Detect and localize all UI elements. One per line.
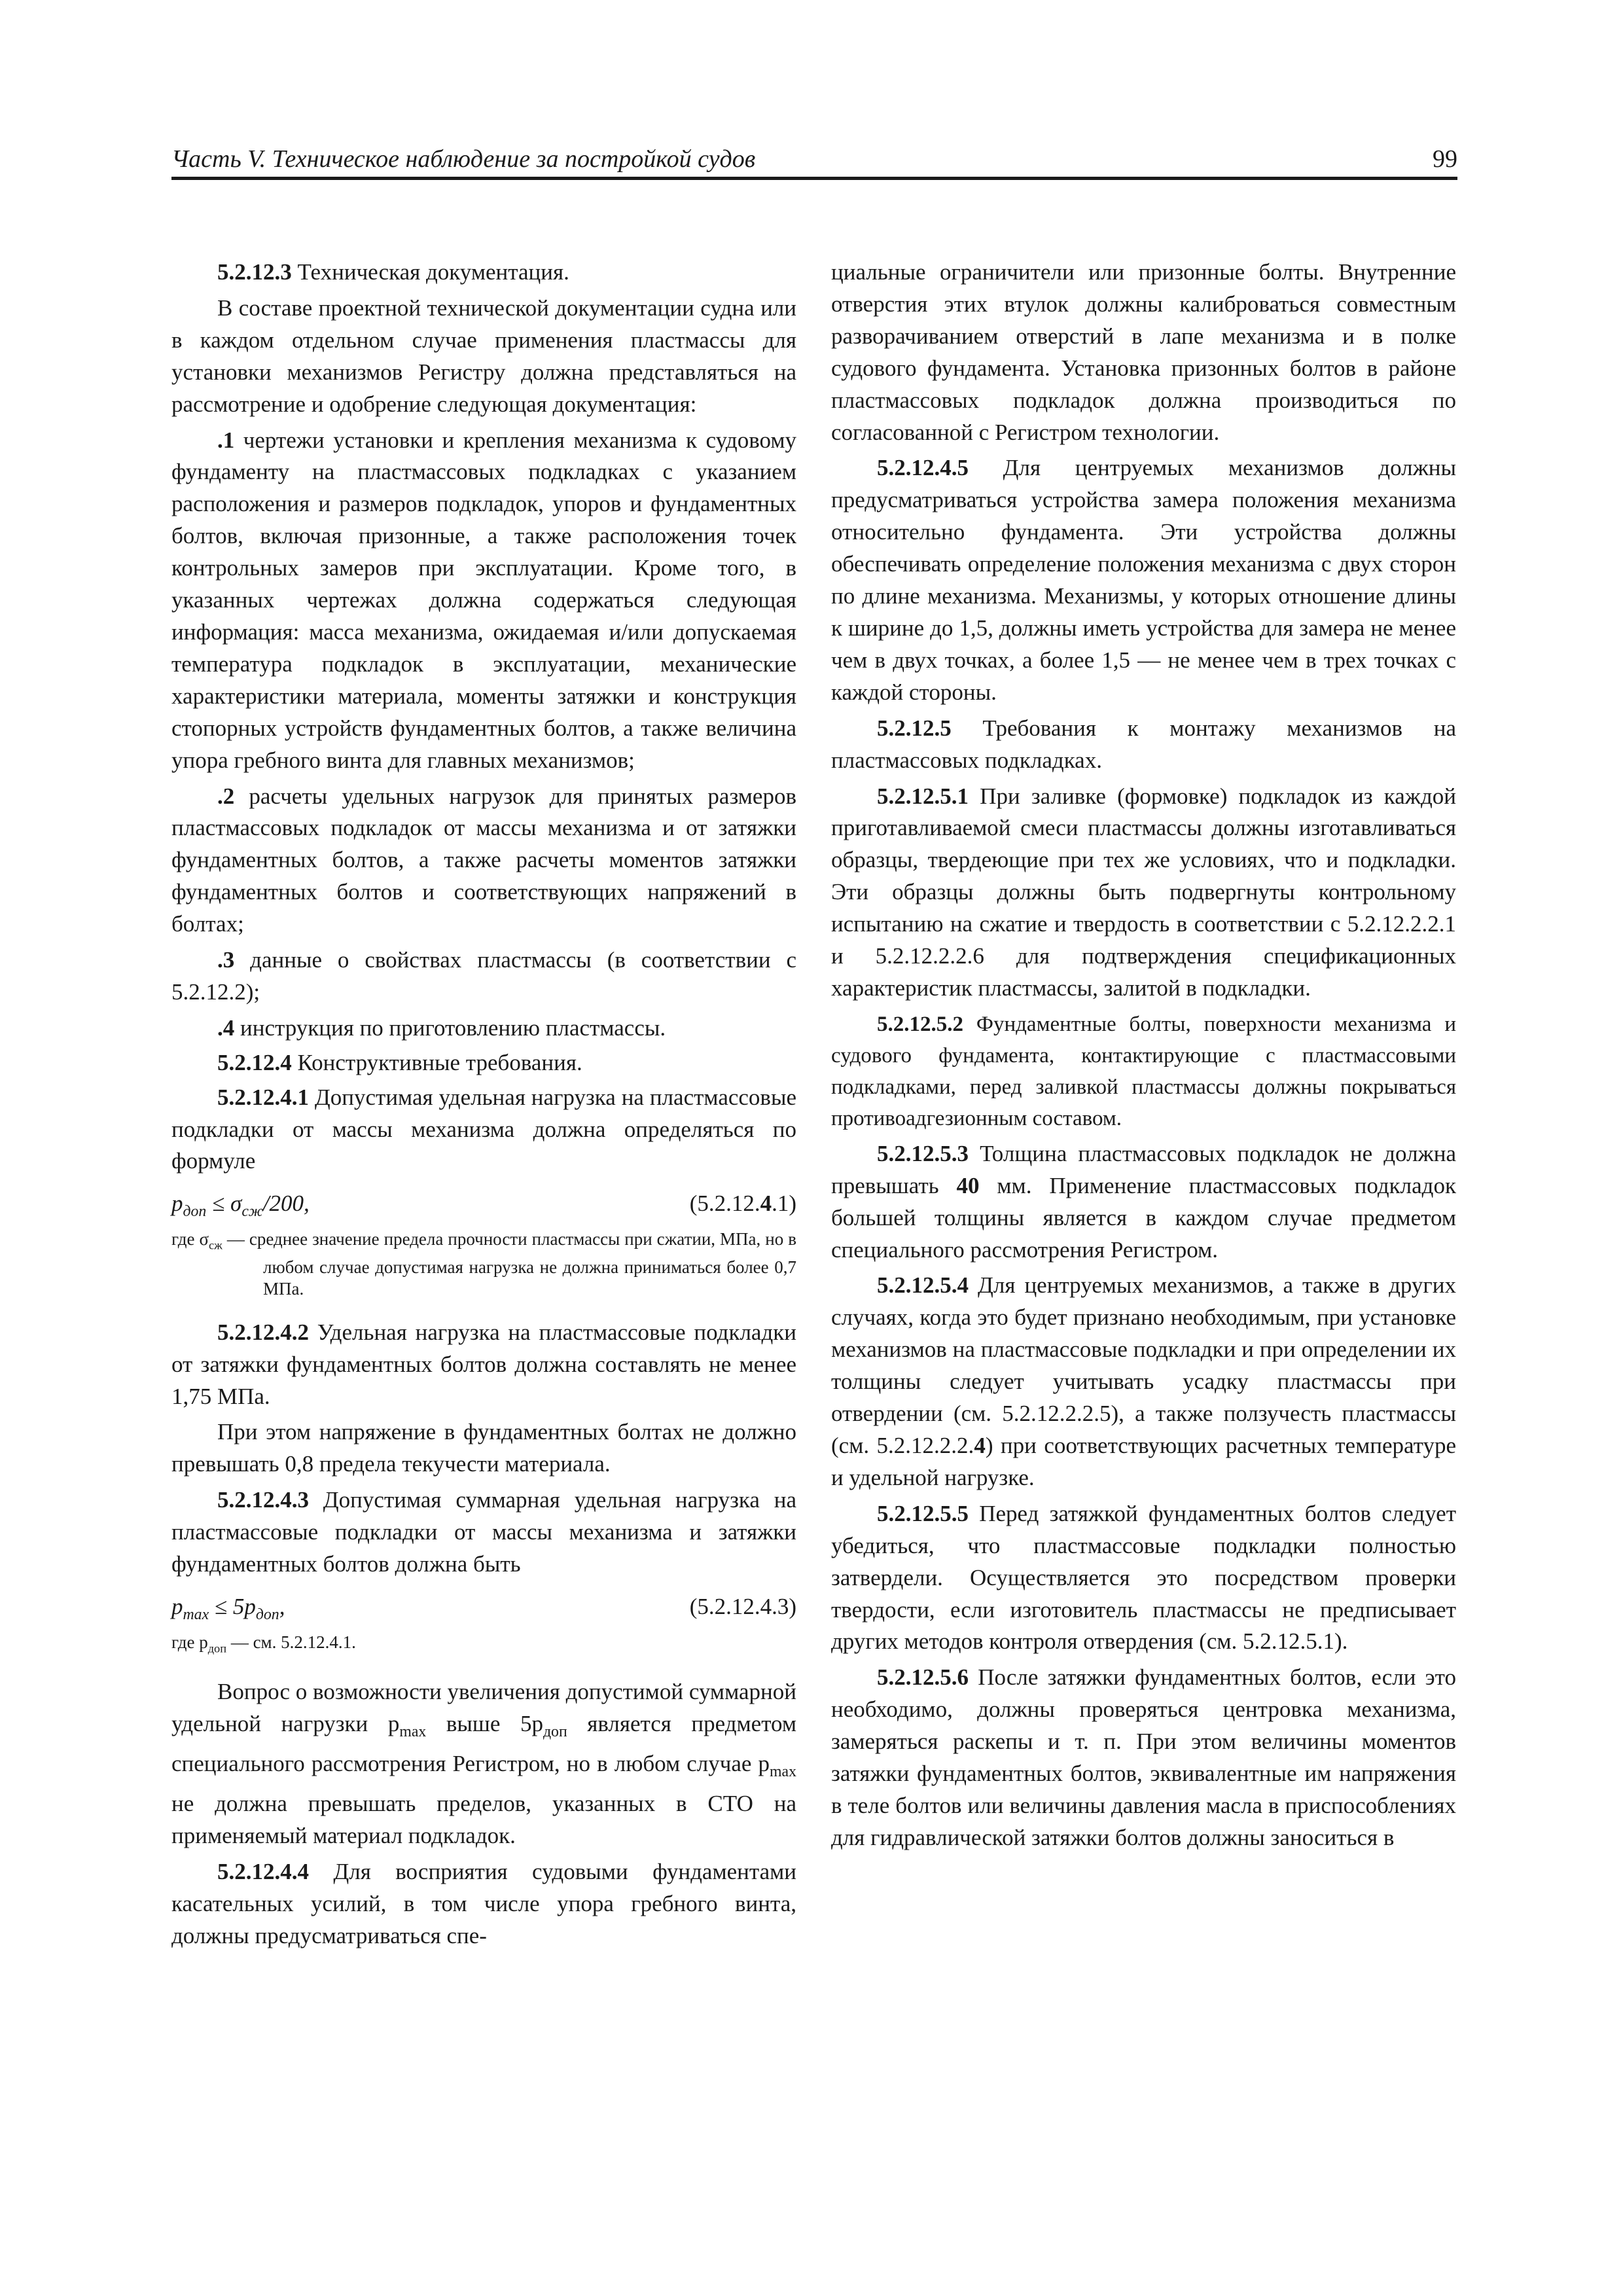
section-5-2-12-3: 5.2.12.3 Техническая документация.	[217, 259, 569, 285]
page-number: 99	[1433, 145, 1457, 173]
list-item-1: .1 чертежи установки и крепления механизма к судовому фундаменту на пластмассовых подкладках с указанием расположения и размеров подкладок, упоров и фундаментных болтов, включая призонные, а также расположения точек контрольных замеров при эксплуатации. Кроме того, в указанных чертежах должна содержаться следующая информация: масса механизма, ожидаемая и/или допускаемая температура подкладок в эксплуатации, механические характеристики материала, моменты затяжки и конструкция стопорных устройств фундаментных болтов, а также величина упора гребного винта для главных механизмов;	[171, 427, 796, 773]
section-5-2-12-4-4: 5.2.12.4.4 Для восприятия судовыми фундаментами касательных усилий, в том числе упора гребного винта, должны предусматриваться спе-	[171, 1858, 796, 1948]
header-rule	[171, 177, 1457, 180]
paragraph: При этом напряжение в фундаментных болтах не должно превышать 0,8 предела текучести материала.	[171, 1419, 796, 1477]
formula-expression: $p_{max} \le 5p_{доп}$,	[171, 1594, 285, 1624]
section-5-2-12-5-5: 5.2.12.5.5 Перед затяжкой фундаментных болтов следует убедиться, что пластмассовые подкладки полностью затвердели. Осуществляется это посредством проверки твердости, если изготовитель пластмассы не предписывает других методов контроля отвердения (см. 5.2.12.5.1).	[831, 1500, 1456, 1655]
right-column	[831, 257, 1456, 1858]
section-5-2-12-4-3: 5.2.12.4.3 Допустимая суммарная удельная нагрузка на пластмассовые подкладки от массы механизма и затяжки фундаментных болтов должна быть	[171, 1487, 796, 1577]
running-header	[171, 143, 1457, 181]
paragraph: В составе проектной технической документации судна или в каждом отдельном случае применения пластмассы для установки механизмов Регистру должна представляться на рассмотрение и одобрение следующая документация:	[171, 295, 796, 417]
formula-note: где $\sigma_{сж}$ — среднее значение предела прочности пластмассы при сжатии, МПа, но в любом случае допустимая нагрузка не должна приниматься более 0,7 МПа.	[171, 1229, 796, 1299]
section-5-2-12-5-2: 5.2.12.5.2 Фундаментные болты, поверхности механизма и судового фундамента, контактирующие с пластмассовыми подкладками, перед заливкой пластмассы должны покрываться противоадгезионным составом.	[831, 1012, 1456, 1130]
header-title: Часть V. Техническое наблюдение за постройкой судов	[171, 145, 756, 173]
left-column	[171, 257, 796, 1956]
section-5-2-12-4-1: 5.2.12.4.1 Допустимая удельная нагрузка на пластмассовые подкладки от массы механизма должна определяться по формуле	[171, 1084, 796, 1174]
paragraph-continued: циальные ограничители или призонные болты. Внутренние отверстия этих втулок должны калиброваться совместным разворачиванием отверстий в лапе механизма и в полке судового фундамента. Установка призонных болтов в районе пластмассовых подкладок должна производиться по согласованной с Регистром технологии.	[831, 259, 1456, 445]
formula-expression: $p_{доп} \le \sigma_{сж}/200$,	[171, 1191, 310, 1221]
section-number: 5.2.12.3	[217, 259, 292, 285]
formula-note: где $p_{доп}$ — см. 5.2.12.4.1.	[171, 1632, 356, 1655]
section-5-2-12-5-6: 5.2.12.5.6 После затяжки фундаментных болтов, если это необходимо, должны проверяться центровка механизма, замеряться раскепы и т. п. При этом величины моментов затяжки фундаментных болтов, эквивалентные им напряжения в теле болтов или величины давления масла в приспособлениях для гидравлической затяжки болтов должны заноситься в	[831, 1664, 1456, 1850]
formula-number: (5.2.12.4.3)	[689, 1594, 796, 1620]
section-5-2-12-4: 5.2.12.4 Конструктивные требования.	[217, 1049, 582, 1075]
formula-5-2-12-4-1	[171, 1188, 796, 1221]
section-5-2-12-4-5: 5.2.12.4.5 Для центруемых механизмов должны предусматриваться устройства замера положения механизма относительно фундамента. Эти устройства должны обеспечивать определение положения механизма с двух сторон по длине механизма. Механизмы, у которых отношение длины к ширине до 1,5, должны иметь устройства для замера не менее чем в двух точках, а более 1,5 — не менее чем в трех точках с каждой стороны.	[831, 455, 1456, 705]
list-item-3: .3 данные о свойствах пластмассы (в соответствии с 5.2.12.2);	[171, 947, 796, 1005]
formula-number: (5.2.12.4.1)	[689, 1191, 796, 1217]
section-5-2-12-5-1: 5.2.12.5.1 При заливке (формовке) подкладок из каждой приготавливаемой смеси пластмассы должны изготавливаться образцы, твердеющие при тех же условиях, что и подкладки. Эти образцы должны быть подвергнуты контрольному испытанию на сжатие и твердость в соответствии с 5.2.12.2.2.1 и 5.2.12.2.2.6 для подтверждения спецификационных характеристик пластмассы, залитой в подкладки.	[831, 783, 1456, 1001]
section-5-2-12-5-4: 5.2.12.5.4 Для центруемых механизмов, а также в других случаях, когда это будет признано необходимым, при установке механизмов на пластмассовые подкладки и при определении их толщины следует учитывать усадку пластмассы при отвердении (см. 5.2.12.2.2.5), а также ползучесть пластмассы (см. 5.2.12.2.2.4) при соответствующих расчетных температуре и удельной нагрузке.	[831, 1272, 1457, 1490]
paragraph-question: Вопрос о возможности увеличения допустимой суммарной удельной нагрузки $p_{max}$ выше $5p_{доп}$ является предметом специального рассмотрения Регистром, но в любом случае $p_{max}$ не должна превышать пределов, указанных в СТО на применяемый материал подкладок.	[171, 1679, 797, 1849]
formula-5-2-12-4-3	[171, 1591, 796, 1624]
section-5-2-12-5-3: 5.2.12.5.3 Толщина пластмассовых подкладок не должна превышать 40 мм. Применение пластмассовых подкладок большей толщины является в каждом случае предметом специального рассмотрения Регистром.	[831, 1140, 1456, 1263]
section-5-2-12-5: 5.2.12.5 Требования к монтажу механизмов на пластмассовых подкладках.	[831, 715, 1456, 773]
section-5-2-12-4-2: 5.2.12.4.2 Удельная нагрузка на пластмассовые подкладки от затяжки фундаментных болтов должна составлять не менее 1,75 МПа.	[171, 1319, 796, 1409]
list-item-4: .4 инструкция по приготовлению пластмассы.	[217, 1014, 666, 1041]
list-item-2: .2 расчеты удельных нагрузок для принятых размеров пластмассовых подкладок от массы механизма и от затяжки фундаментных болтов, а также расчеты моментов затяжки фундаментных болтов и соответствующих напряжений в болтах;	[171, 783, 796, 937]
